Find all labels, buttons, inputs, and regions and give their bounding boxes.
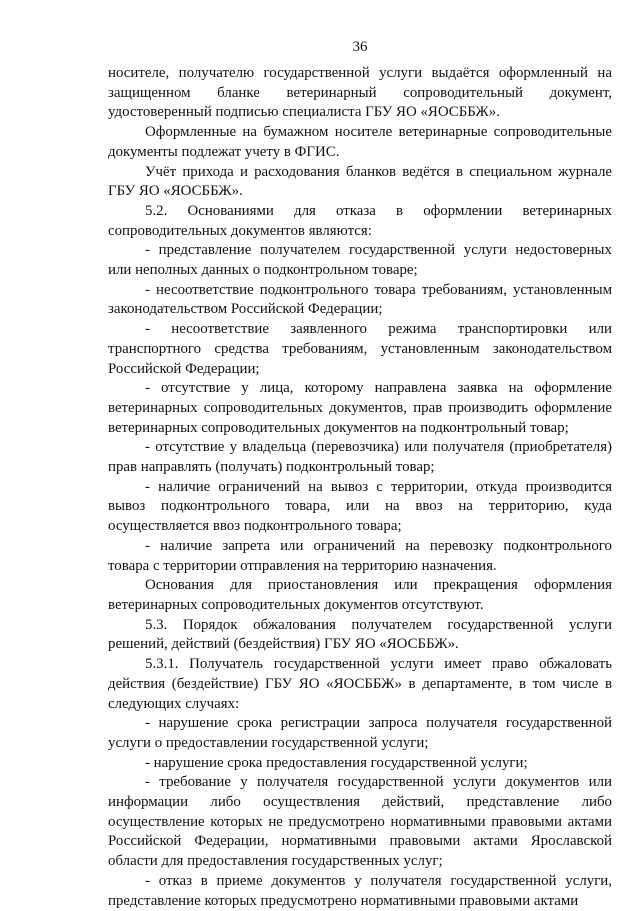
section-heading-5-2: 5.2. Основаниями для отказа в оформлении ветеринарных сопроводительных документов являются: (108, 202, 612, 239)
section-heading-5-3-1: 5.3.1. Получатель государственной услуги имеет право обжаловать действия (бездействие) ГБУ ЯО «ЯОСББЖ» в департаменте, в том числе в следующих случаях: (108, 656, 612, 712)
list-item: - нарушение срока предоставления государственной услуги; (145, 754, 528, 771)
body-text (108, 64, 612, 911)
page-number: 36 (352, 39, 368, 55)
list-item: - требование у получателя государственной услуги документов или информации либо осуществления действий, представление либо осуществление которых не предусмотрено нормативными правовыми актами Российской Федерации, нормативными правовыми актами Ярославской области для предоставления государственных услуг; (108, 774, 612, 870)
list-item: - нарушение срока регистрации запроса получателя государственной услуги о предоставлении государственной услуги; (108, 715, 612, 751)
section-heading-5-3: 5.3. Порядок обжалования получателем государственной услуги решений, действий (бездействия) ГБУ ЯО «ЯОСББЖ». (108, 616, 612, 653)
list-item: - отсутствие у лица, которому направлена заявка на оформление ветеринарных сопроводительных документов, прав производить оформление ветеринарных сопроводительных документов на подконтрольный товар; (108, 380, 612, 436)
list-item: - несоответствие подконтрольного товара требованиям, установленным законодательством Российской Федерации; (108, 281, 612, 318)
paragraph: Основания для приостановления или прекращения оформления ветеринарных сопроводительных документов отсутствуют. (108, 577, 612, 613)
list-item: - наличие запрета или ограничений на перевозку подконтрольного товара с территории отправления на территорию назначения. (108, 537, 612, 574)
list-item: - несоответствие заявленного режима транспортировки или транспортного средства требованиям, установленным законодательством Российской Федерации; (108, 321, 612, 377)
list-item: - отсутствие у владельца (перевозчика) или получателя (приобретателя) прав направлять (получать) подконтрольный товар; (108, 439, 612, 476)
list-item: - наличие ограничений на вывоз с территории, откуда производится вывоз подконтрольного товара, или на ввоз на территорию, куда осуществляется ввоз подконтрольного товара; (108, 478, 612, 535)
paragraph: Учёт прихода и расходования бланков ведётся в специальном журнале ГБУ ЯО «ЯОСББЖ». (108, 163, 612, 200)
paragraph-continuation: носителе, получателю государственной услуги выдаётся оформленный на защищенном бланке ветеринарный сопроводительный документ, удостоверенный подписью специалиста ГБУ ЯО «ЯОСББЖ». (108, 65, 612, 121)
list-item: - отказ в приеме документов у получателя государственной услуги, представление которых предусмотрено нормативными правовыми актами (108, 872, 612, 909)
list-item: - представление получателем государственной услуги недостоверных или неполных данных о подконтрольном товаре; (108, 242, 612, 279)
paragraph: Оформленные на бумажном носителе ветеринарные сопроводительные документы подлежат учету в ФГИС. (108, 124, 612, 160)
